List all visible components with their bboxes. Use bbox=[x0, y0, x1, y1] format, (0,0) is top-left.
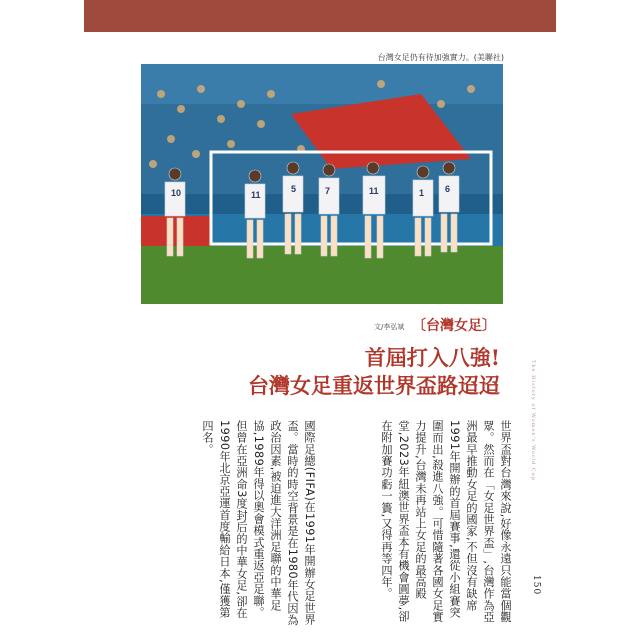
svg-text:11: 11 bbox=[251, 190, 261, 200]
svg-text:10: 10 bbox=[171, 188, 182, 198]
team-photo-illustration bbox=[141, 64, 503, 304]
headline-line-2: 台灣女足重返世界盃路迢迢 bbox=[248, 373, 500, 398]
svg-text:1: 1 bbox=[419, 188, 425, 198]
photo-caption: 台灣女足仍有待加強實力。(美聯社) bbox=[377, 53, 504, 62]
headline-line-1: 首屆打入八強! bbox=[364, 345, 500, 370]
side-running-title: The History of Women's World Cup bbox=[530, 360, 536, 481]
byline: 文/李弘斌 bbox=[374, 323, 405, 331]
page-number: 150 bbox=[531, 575, 541, 596]
header-color-band bbox=[84, 0, 556, 32]
svg-text:7: 7 bbox=[325, 186, 331, 196]
svg-text:5: 5 bbox=[291, 184, 297, 194]
svg-text:6: 6 bbox=[445, 184, 451, 194]
article-paragraph-right: 世界盃對台灣來說,好像永遠只能當個觀眾。然而在「女足世界盃」,台灣作為亞洲最早推動女足的國家,不但沒有缺席1991年開辦的首屆賽事,還從小組賽突圍而出,殺進八強。可惜隨著各國女足實力提升,台灣未再站上女足的最高殿堂,2023年紐澳世界盃本有機會圓夢,卻在附加賽功虧一簣,又得再等四年。 bbox=[380, 420, 512, 623]
svg-text:11: 11 bbox=[369, 186, 379, 196]
team-photo bbox=[141, 64, 503, 304]
section-tag: 〔台灣女足〕 bbox=[412, 318, 496, 334]
article-paragraph-left: 國際足總(FIFA)在1991年開辦女足世界盃。當時的時空背景是在1980年代因為政治因素,被迫進大洋洲足聯的中華足協,1989年得以奧會模式重返亞足聯。但曾在亞洲命3度封后的中華女足,卻在1990年北京亞運首度輸給日本,僅獲第四名。 bbox=[201, 420, 316, 626]
